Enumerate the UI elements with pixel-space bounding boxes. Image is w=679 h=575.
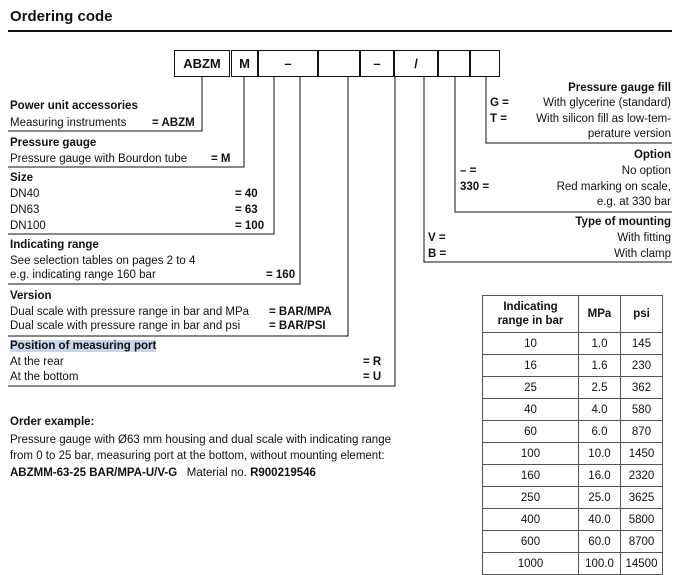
table-cell-range: 600: [483, 531, 579, 553]
table-cell-mpa: 10.0: [579, 443, 621, 465]
gauge-heading: Pressure gauge: [10, 137, 97, 149]
table-row: [483, 509, 663, 531]
code-box-version: –: [360, 50, 394, 77]
table-cell-psi: 14500: [621, 553, 663, 575]
option-text-red2: e.g. at 330 bar: [596, 196, 671, 208]
table-cell-mpa: 4.0: [579, 399, 621, 421]
table-cell-range: 250: [483, 487, 579, 509]
fill-code-g: G =: [490, 97, 509, 109]
table-row: [483, 399, 663, 421]
table-row: [483, 553, 663, 575]
table-cell-psi: 3625: [621, 487, 663, 509]
table-cell-psi: 2320: [621, 465, 663, 487]
table-header-psi: psi: [621, 296, 663, 333]
table-cell-range: 16: [483, 355, 579, 377]
table-cell-psi: 580: [621, 399, 663, 421]
fill-text-t1: With silicon fill as low-tem-: [536, 113, 671, 125]
option-text-red1: Red marking on scale,: [556, 181, 671, 193]
example-line2: from 0 to 25 bar, measuring port at the bottom, without mounting element:: [10, 450, 385, 462]
range-table: [482, 295, 663, 575]
table-row: [483, 333, 663, 355]
port-heading: Position of measuring port: [10, 340, 157, 352]
power-code: = ABZM: [152, 117, 195, 129]
version-code-psi: = BAR/PSI: [269, 320, 326, 332]
table-cell-mpa: 40.0: [579, 509, 621, 531]
table-row: [483, 465, 663, 487]
page-title: Ordering code: [10, 8, 113, 25]
code-box-port: /: [394, 50, 438, 77]
mounting-code-v: V =: [428, 232, 446, 244]
mounting-code-b: B =: [428, 248, 447, 260]
range-code: = 160: [266, 269, 296, 281]
table-cell-range: 25: [483, 377, 579, 399]
table-cell-range: 1000: [483, 553, 579, 575]
table-cell-mpa: 25.0: [579, 487, 621, 509]
size-label-dn63: DN63: [10, 204, 40, 216]
code-box-size: –: [258, 50, 318, 77]
table-row: [483, 421, 663, 443]
code-box-m: M: [231, 50, 258, 77]
table-cell-range: 100: [483, 443, 579, 465]
fill-code-t: T =: [490, 113, 507, 125]
range-line2: e.g. indicating range 160 bar: [10, 269, 156, 281]
option-text-none: No option: [621, 165, 671, 177]
version-label-psi: Dual scale with pressure range in bar and psi: [10, 320, 241, 332]
fill-text-g: With glycerine (standard): [543, 97, 671, 109]
size-code-40: = 40: [235, 188, 258, 200]
size-code-100: = 100: [235, 220, 265, 232]
mounting-text-b: With clamp: [614, 248, 671, 260]
example-line1: Pressure gauge with Ø63 mm housing and dual scale with indicating range: [10, 434, 391, 446]
example-material-no: R900219546: [250, 467, 316, 479]
option-code-330: 330 =: [460, 181, 490, 193]
code-box-abzm: ABZM: [174, 50, 230, 77]
table-header-mpa: MPa: [579, 296, 621, 333]
option-heading: Option: [633, 149, 671, 161]
example-material-label: Material no.: [186, 467, 247, 479]
range-line1: See selection tables on pages 2 to 4: [10, 255, 196, 267]
table-header-range: Indicating range in bar: [483, 296, 579, 333]
table-cell-mpa: 100.0: [579, 553, 621, 575]
table-row: [483, 443, 663, 465]
port-label-bottom: At the bottom: [10, 371, 79, 383]
size-code-63: = 63: [235, 204, 258, 216]
table-cell-mpa: 16.0: [579, 465, 621, 487]
fill-text-t2: perature version: [587, 128, 671, 140]
port-code-r: = R: [363, 356, 382, 368]
table-cell-psi: 362: [621, 377, 663, 399]
range-heading: Indicating range: [10, 239, 99, 251]
table-cell-psi: 8700: [621, 531, 663, 553]
table-cell-range: 40: [483, 399, 579, 421]
size-label-dn100: DN100: [10, 220, 46, 232]
example-code-line: [10, 467, 316, 479]
connector-version: [8, 77, 348, 336]
example-heading: Order example:: [10, 416, 95, 428]
table-cell-mpa: 1.0: [579, 333, 621, 355]
version-code-mpa: = BAR/MPA: [269, 306, 332, 318]
table-cell-psi: 870: [621, 421, 663, 443]
table-cell-mpa: 2.5: [579, 377, 621, 399]
table-cell-psi: 1450: [621, 443, 663, 465]
table-header-row: [483, 296, 663, 333]
port-label-rear: At the rear: [10, 356, 64, 368]
table-cell-mpa: 6.0: [579, 421, 621, 443]
table-cell-mpa: 1.6: [579, 355, 621, 377]
table-cell-range: 10: [483, 333, 579, 355]
table-cell-mpa: 60.0: [579, 531, 621, 553]
option-code-none: – =: [460, 165, 477, 177]
mounting-heading: Type of mounting: [575, 216, 671, 228]
port-code-u: = U: [363, 371, 382, 383]
table-row: [483, 487, 663, 509]
size-label-dn40: DN40: [10, 188, 40, 200]
mounting-text-v: With fitting: [617, 232, 671, 244]
table-cell-range: 160: [483, 465, 579, 487]
power-label: Measuring instruments: [10, 117, 127, 129]
gauge-code: = M: [211, 153, 231, 165]
table-cell-range: 400: [483, 509, 579, 531]
table-cell-psi: 145: [621, 333, 663, 355]
version-heading: Version: [10, 290, 52, 302]
table-cell-psi: 5800: [621, 509, 663, 531]
table-row: [483, 531, 663, 553]
table-cell-psi: 230: [621, 355, 663, 377]
table-row: [483, 355, 663, 377]
table-cell-range: 60: [483, 421, 579, 443]
gauge-label: Pressure gauge with Bourdon tube: [10, 153, 188, 165]
size-heading: Size: [10, 172, 34, 184]
example-code: ABZMM-63-25 BAR/MPA-U/V-G: [10, 467, 178, 479]
table-row: [483, 377, 663, 399]
power-heading: Power unit accessories: [10, 100, 138, 112]
version-label-mpa: Dual scale with pressure range in bar and MPa: [10, 306, 250, 318]
fill-heading: Pressure gauge fill: [568, 82, 671, 94]
